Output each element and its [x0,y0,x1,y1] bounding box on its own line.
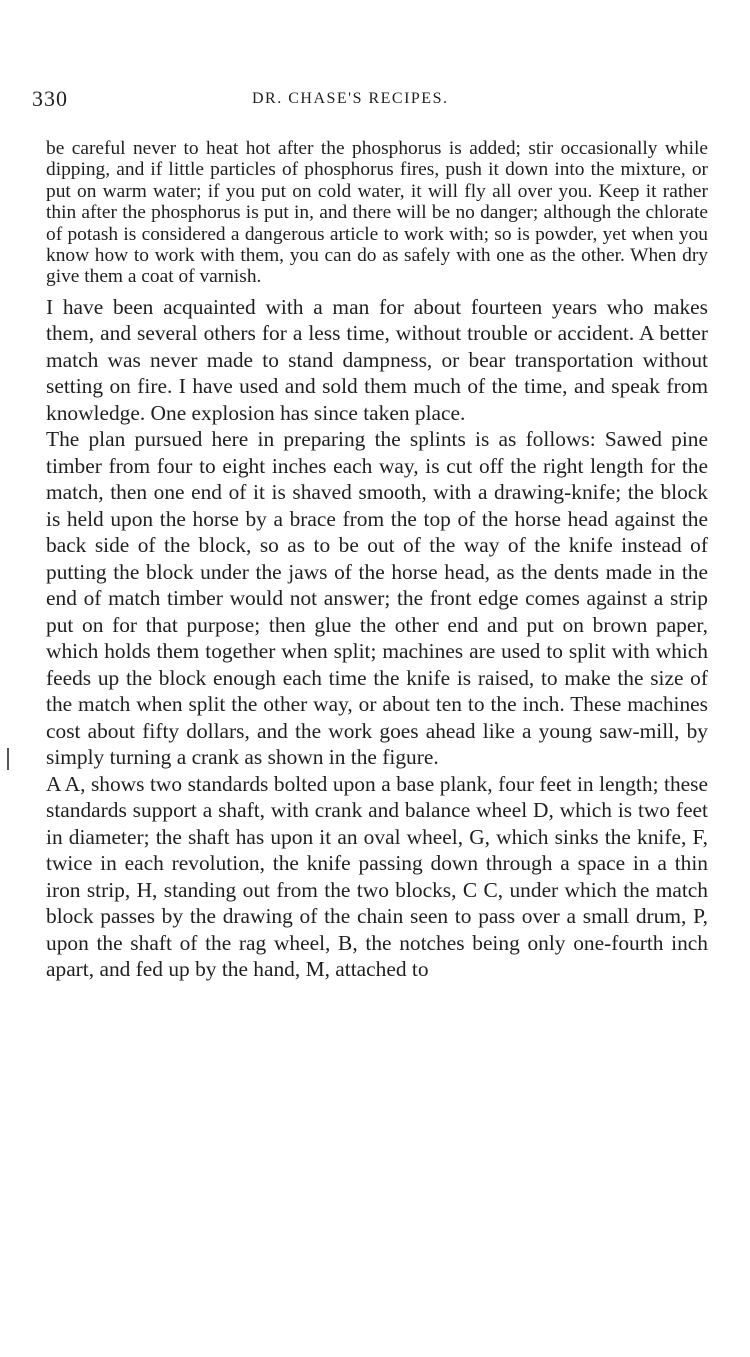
paragraph-splint-plan: The plan pursued here in preparing the splints is as follows: Sawed pine timber from four to eight inches each way, is cut off the right length for the match, then one end of it is shaved smooth, with a drawing-knife; the block is held upon the horse by a brace from the top of the horse head against the back side of the block, so as to be out of the way of the knife instead of putting the block under the jaws of the horse head, as the dents made in the end of match timber would not answer; the front edge comes against a strip put on for that purpose; then glue the other end and put on brown paper, which holds them together when split; machines are used to split with which feeds up the block enough each time the knife is raised, to make the size of the match when split the other way, or about ten to the inch. These machines cost about fifty dollars, and the work goes ahead like a young saw-mill, by simply turning a crank as shown in the figure. [46,427,708,770]
page-number: 330 [32,86,68,111]
paragraph-acquaintance: I have been acquainted with a man for about fourteen years who makes them, and several others for a less time, without trouble or accident. A better match was never made to stand dampness, or bear transportation without setting on fire. I have used and sold them much of the time, and speak from knowledge. One explosion has since taken place. [46,294,708,425]
running-head: DR. CHASE'S RECIPES. [252,90,449,107]
body-text [46,138,708,983]
page-header [32,86,712,116]
margin-mark [7,748,9,770]
paragraph-machine-description: A A, shows two standards bolted upon a base plank, four feet in length; these standards support a shaft, with crank and balance wheel D, which is two feet in diameter; the shaft has upon it an oval wheel, G, which sinks the knife, F, twice in each revolution, the knife passing down through a space in a thin iron strip, H, standing out from the two blocks, C C, under which the match block passes by the drawing of the chain seen to pass over a small drum, P, upon the shaft of the rag wheel, B, the notches being only one-fourth inch apart, and fed up by the hand, M, attached to [46,771,708,982]
paragraph-continued: be careful never to heat hot after the phosphorus is added; stir occasionally while dipping, and if little particles of phosphorus fires, push it down into the mixture, or put on warm water; if you put on cold water, it will fly all over you. Keep it rather thin after the phosphorus is put in, and there will be no danger; although the chlorate of potash is considered a dangerous article to work with; so is powder, yet when you know how to work with them, you can do as safely with one as the other. When dry give them a coat of varnish. [46,138,708,288]
